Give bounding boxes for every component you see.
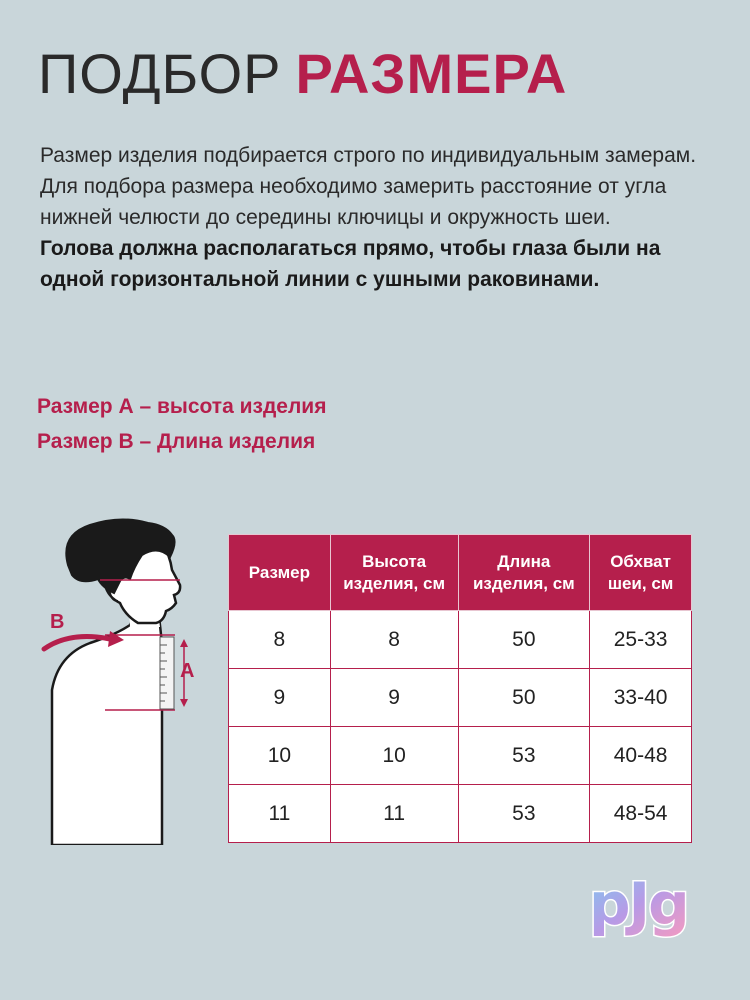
cell-neck: 40-48	[590, 727, 692, 785]
cell-height: 8	[330, 611, 458, 669]
intro-text	[40, 140, 730, 295]
intro-emphasis: Голова должна располагаться прямо, чтобы глаза были на одной горизонтальной линии с ушными раковинами.	[40, 237, 661, 291]
cell-neck: 48-54	[590, 785, 692, 843]
table-header-row	[229, 535, 692, 611]
b-label: B	[50, 611, 65, 633]
torso-outline	[52, 610, 162, 845]
logo-text: pJg	[589, 870, 688, 938]
cell-length: 50	[458, 669, 590, 727]
cell-length: 53	[458, 785, 590, 843]
page-title	[38, 40, 567, 108]
header-length: Длина изделия, см	[458, 535, 590, 611]
table-row	[229, 785, 692, 843]
brand-logo	[585, 866, 725, 946]
a-arrow-head-top	[180, 639, 188, 647]
cell-size: 10	[229, 727, 331, 785]
title-light: ПОДБОР	[38, 42, 282, 105]
header-size: Размер	[229, 535, 331, 611]
cell-size: 9	[229, 669, 331, 727]
measurement-figure-illustration	[30, 515, 230, 845]
a-arrow-head-bottom	[180, 699, 188, 707]
cell-length: 50	[458, 611, 590, 669]
cell-length: 53	[458, 727, 590, 785]
table-row	[229, 669, 692, 727]
cell-height: 11	[330, 785, 458, 843]
size-a-legend: Размер А – высота изделия	[37, 395, 327, 418]
intro-paragraph: Размер изделия подбирается строго по индивидуальным замерам. Для подбора размера необходимо замерить расстояние от угла нижней челюсти до середины ключицы и окружность шеи.	[40, 144, 697, 229]
table-row	[229, 727, 692, 785]
a-label: A	[180, 660, 195, 682]
cell-neck: 33-40	[590, 669, 692, 727]
cell-neck: 25-33	[590, 611, 692, 669]
ruler	[160, 637, 174, 709]
cell-size: 8	[229, 611, 331, 669]
header-neck: Обхват шеи, см	[590, 535, 692, 611]
cell-size: 11	[229, 785, 331, 843]
size-table	[228, 534, 692, 843]
table-row	[229, 611, 692, 669]
header-height: Высота изделия, см	[330, 535, 458, 611]
cell-height: 10	[330, 727, 458, 785]
size-b-legend: Размер В – Длина изделия	[37, 430, 316, 453]
title-bold: РАЗМЕРА	[295, 42, 568, 105]
cell-height: 9	[330, 669, 458, 727]
